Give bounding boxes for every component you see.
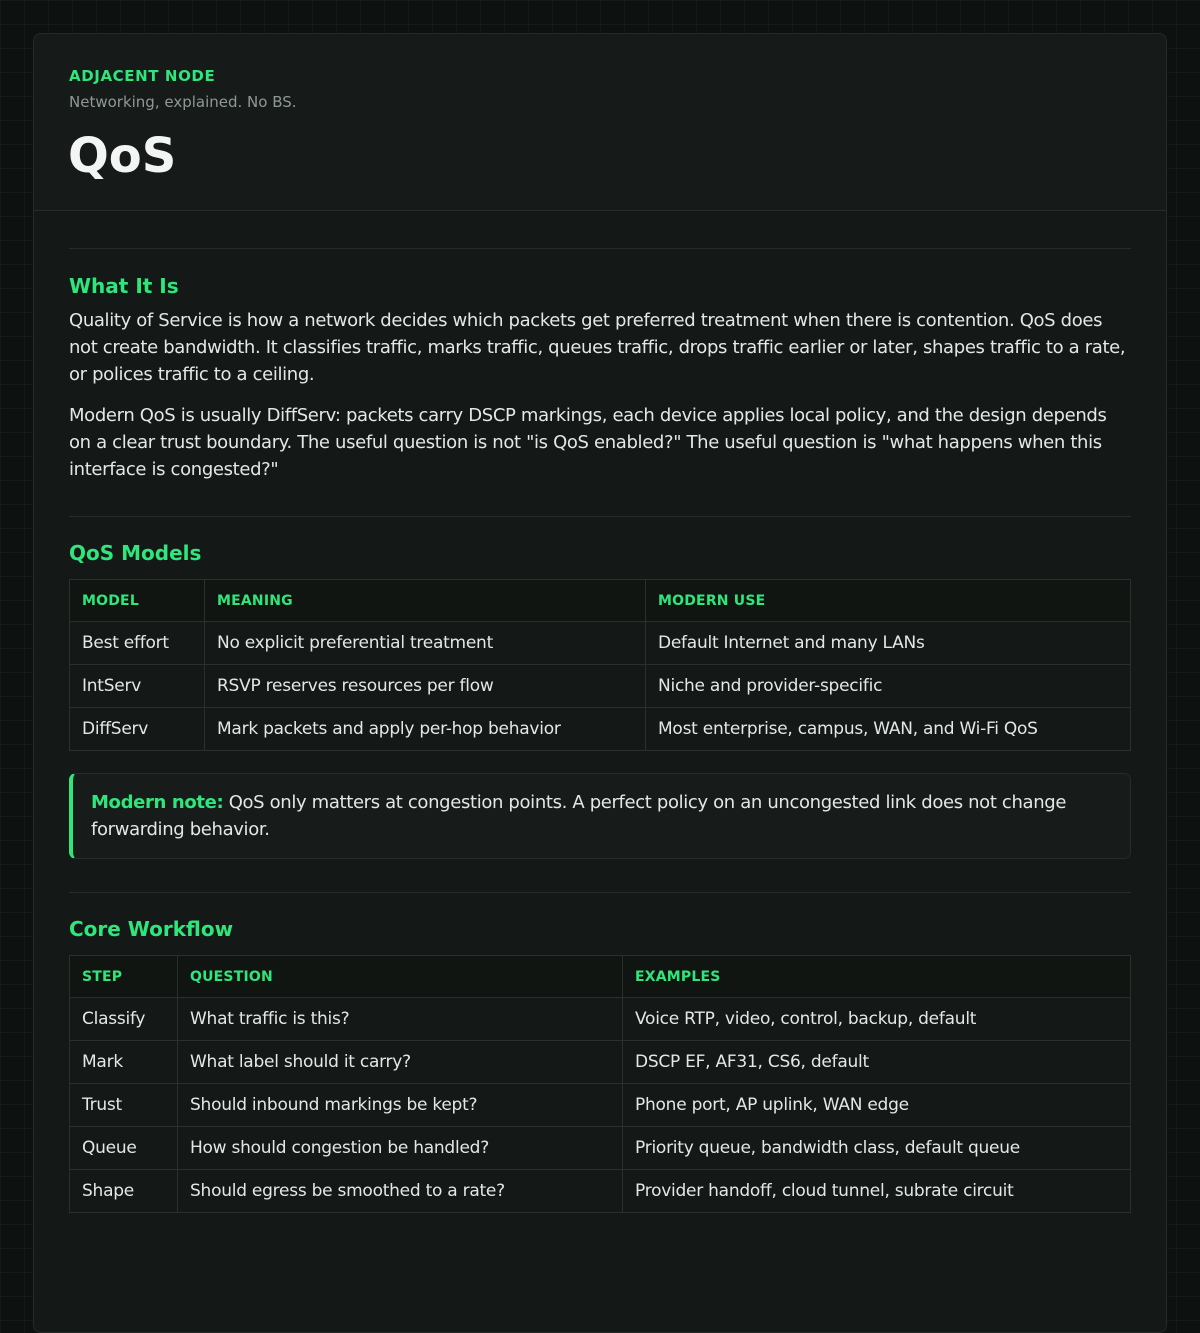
column-header-examples: EXAMPLES <box>623 956 1131 998</box>
table-cell: Queue <box>70 1127 178 1170</box>
core-workflow-table <box>69 955 1131 1213</box>
table-cell: DiffServ <box>70 708 205 751</box>
table-cell: Voice RTP, video, control, backup, default <box>623 998 1131 1041</box>
table-row <box>70 622 1131 665</box>
page-title: QoS <box>68 128 177 184</box>
table-row <box>70 1127 1131 1170</box>
table-cell: Most enterprise, campus, WAN, and Wi-Fi QoS <box>646 708 1131 751</box>
column-header-meaning: MEANING <box>205 580 646 622</box>
page-header <box>34 34 1166 211</box>
table-cell: IntServ <box>70 665 205 708</box>
section-core-workflow <box>69 893 1131 1213</box>
table-cell: Should egress be smoothed to a rate? <box>178 1170 623 1213</box>
table-cell: Mark packets and apply per-hop behavior <box>205 708 646 751</box>
article-content <box>34 211 1166 1213</box>
table-cell: Priority queue, bandwidth class, default queue <box>623 1127 1131 1170</box>
brand-name[interactable]: ADJACENT NODE <box>69 67 216 85</box>
section-qos-models <box>69 517 1131 859</box>
table-cell: Niche and provider-specific <box>646 665 1131 708</box>
article-card <box>33 33 1167 1333</box>
table-cell: Classify <box>70 998 178 1041</box>
table-header-row <box>70 956 1131 998</box>
column-header-step: STEP <box>70 956 178 998</box>
table-row <box>70 665 1131 708</box>
qos-models-table <box>69 579 1131 751</box>
paragraph: Quality of Service is how a network decides which packets get preferred treatment when there is contention. QoS does not create bandwidth. It classifies traffic, marks traffic, queues traffic, drops traffic earlier or later, shapes traffic to a rate, or polices traffic to a ceiling. <box>69 310 1126 385</box>
section-heading-qos-models: QoS Models <box>69 541 202 565</box>
table-cell: RSVP reserves resources per flow <box>205 665 646 708</box>
table-row <box>70 708 1131 751</box>
note-label: Modern note: <box>91 792 224 813</box>
table-cell: Trust <box>70 1084 178 1127</box>
table-cell: How should congestion be handled? <box>178 1127 623 1170</box>
table-cell: Provider handoff, cloud tunnel, subrate circuit <box>623 1170 1131 1213</box>
table-cell: Best effort <box>70 622 205 665</box>
table-cell: Shape <box>70 1170 178 1213</box>
note-text: QoS only matters at congestion points. A perfect policy on an uncongested link does not change forwarding behavior. <box>91 792 1067 840</box>
column-header-modern-use: MODERN USE <box>646 580 1131 622</box>
table-cell: No explicit preferential treatment <box>205 622 646 665</box>
section-heading-core-workflow: Core Workflow <box>69 917 234 941</box>
tagline: Networking, explained. No BS. <box>69 93 297 111</box>
table-header-row <box>70 580 1131 622</box>
table-cell: What label should it carry? <box>178 1041 623 1084</box>
table-cell: Mark <box>70 1041 178 1084</box>
section-what-it-is <box>69 249 1131 483</box>
table-row <box>70 1170 1131 1213</box>
paragraph: Modern QoS is usually DiffServ: packets carry DSCP markings, each device applies local policy, and the design depends on a clear trust boundary. The useful question is not "is QoS enabled?" The useful question is "what happens when this interface is congested?" <box>69 405 1107 480</box>
section-heading-what-it-is: What It Is <box>69 274 179 298</box>
column-header-model: MODEL <box>70 580 205 622</box>
table-row <box>70 1084 1131 1127</box>
table-cell: Phone port, AP uplink, WAN edge <box>623 1084 1131 1127</box>
table-row <box>70 998 1131 1041</box>
modern-note-callout <box>69 773 1131 859</box>
table-row <box>70 1041 1131 1084</box>
column-header-question: QUESTION <box>178 956 623 998</box>
table-cell: Should inbound markings be kept? <box>178 1084 623 1127</box>
table-cell: What traffic is this? <box>178 998 623 1041</box>
table-cell: DSCP EF, AF31, CS6, default <box>623 1041 1131 1084</box>
table-cell: Default Internet and many LANs <box>646 622 1131 665</box>
